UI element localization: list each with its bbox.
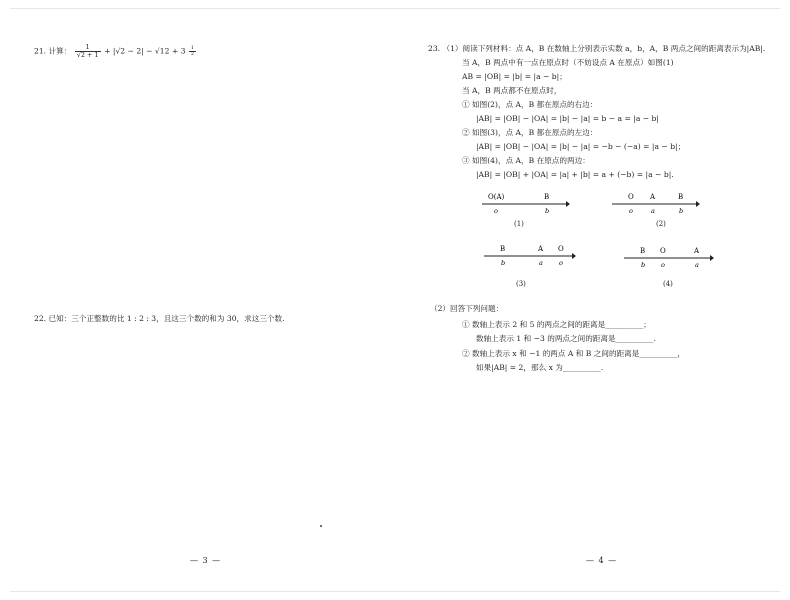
q23-not-origin: 当 A，B 两点都不在原点时，	[462, 86, 562, 95]
q23-case1	[462, 100, 597, 110]
label-o: o	[629, 207, 633, 215]
label-o: o	[559, 259, 563, 267]
case2-text: 如图(3)，点 A，B 都在原点的左边：	[472, 128, 598, 137]
page-frame	[10, 8, 780, 592]
case1-label: ①	[462, 100, 470, 109]
q23-intro	[428, 44, 765, 54]
label-B: B	[544, 193, 550, 201]
q21-number: 21.	[34, 46, 47, 56]
label-b: b	[641, 261, 646, 269]
question-21	[34, 44, 197, 59]
axis-arrow	[572, 253, 576, 259]
figure-1-number-line	[480, 188, 570, 216]
q21-fraction	[75, 44, 101, 59]
label-a: a	[695, 261, 699, 269]
q23-case2-formula: |AB| = |OB| − |OA| = |b| − |a| = −b − (−a) = |a − b|；	[476, 142, 686, 151]
label-o: o	[661, 261, 665, 269]
label-A: A	[650, 193, 656, 201]
q23-number: 23.	[428, 44, 441, 53]
axis-arrow	[566, 201, 570, 207]
q21-exponent	[189, 46, 196, 57]
case1-text: 如图(2)，点 A，B 都在原点的右边：	[472, 100, 598, 109]
label-B: B	[678, 193, 684, 201]
axis-arrow	[710, 255, 714, 261]
q23-part1-intro: （1）阅读下列材料：点 A，B 在数轴上分别表示实数 a，b，A，B 两点之间的距离表示为|AB|.	[442, 44, 766, 53]
q22-number: 22.	[34, 314, 47, 323]
label-b: b	[679, 207, 684, 215]
case3-label: ③	[462, 156, 470, 165]
q23-case3	[462, 156, 590, 166]
figure-4-caption: (4)	[663, 280, 673, 288]
figure-1-caption: (1)	[514, 220, 524, 228]
q23-part2-line4: 如果|AB| = 2，那么 x 为__________.	[476, 363, 604, 372]
figure-2-caption: (2)	[656, 220, 666, 228]
q21-frac-numerator: 1	[75, 44, 101, 52]
label-O: O	[628, 193, 634, 201]
q21-exp-denominator: 2	[190, 51, 195, 57]
q23-case2	[462, 128, 597, 138]
q23-part2-line2: 数轴上表示 1 和 −3 的两点之间的距离是__________.	[476, 334, 656, 343]
label-B: B	[640, 247, 646, 255]
q21-frac-denominator: √2 + 1	[76, 51, 99, 59]
label-o: o	[494, 207, 498, 215]
q23-case1-formula: |AB| = |OB| − |OA| = |b| − |a| = b − a = |a − b|	[476, 114, 659, 123]
q23-case3-formula: |AB| = |OB| + |OA| = |a| + |b| = a + (−b) = |a − b|.	[476, 170, 674, 179]
page-number-right: — 4 —	[586, 556, 618, 565]
page-number-left: — 3 —	[190, 556, 222, 565]
q23-part2-intro: （2）回答下列问题：	[430, 304, 504, 313]
q22-text: 已知：三个正整数的比 1 : 2 : 3，且这三个数的和为 30，求这三个数.	[48, 314, 285, 323]
label-b: b	[501, 259, 506, 267]
label-B: B	[500, 245, 506, 253]
q23-origin-case: 当 A，B 两点中有一点在原点时（不妨设点 A 在原点）如图(1)	[462, 58, 674, 67]
label-A: A	[538, 245, 544, 253]
label-b: b	[545, 207, 550, 215]
q23-part2-line3: ② 数轴上表示 x 和 −1 的两点 A 和 B 之间的距离是__________，	[462, 349, 685, 358]
q21-prefix: 计算：	[48, 46, 72, 56]
label-O: O	[660, 247, 666, 255]
question-22	[34, 314, 285, 324]
label-O: O	[558, 245, 564, 253]
figure-2-number-line	[610, 188, 700, 216]
label-O(A): O(A)	[488, 193, 505, 201]
case3-text: 如图(4)，点 A，B 在原点的两边：	[472, 156, 590, 165]
label-a: a	[651, 207, 655, 215]
label-A: A	[694, 247, 700, 255]
q23-formula-origin: AB = |OB| = |b| = |a − b|；	[462, 72, 567, 81]
figure-3-number-line	[482, 242, 578, 270]
figure-4-number-line	[622, 242, 716, 270]
q23-part2-line1: ① 数轴上表示 2 和 5 的两点之间的距离是__________；	[462, 320, 651, 329]
axis-arrow	[696, 201, 700, 207]
q21-exp-numerator: 1	[190, 45, 195, 51]
label-a: a	[539, 259, 543, 267]
q21-rest: + |√2 − 2| − √12 + 3	[104, 46, 186, 56]
stray-mark	[320, 525, 322, 527]
figure-3-caption: (3)	[516, 280, 526, 288]
case2-label: ②	[462, 128, 470, 137]
